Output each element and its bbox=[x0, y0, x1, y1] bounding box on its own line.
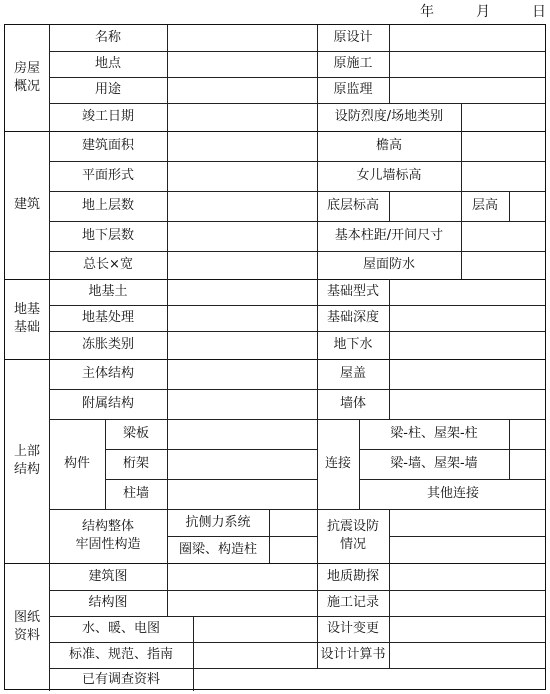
grid-line bbox=[193, 616, 194, 691]
survey-table bbox=[4, 24, 546, 690]
frost-class-label: 冻胀类别 bbox=[81, 337, 134, 353]
grid-line bbox=[269, 509, 270, 563]
seismic-measures-label: 抗震设防 情况 bbox=[326, 519, 379, 552]
wall-body-label: 墙体 bbox=[339, 396, 366, 412]
column-span-label: 基本柱距/开间尺寸 bbox=[334, 228, 444, 244]
geo-survey-label: 地质勘探 bbox=[326, 568, 379, 584]
floors-below-label: 地下层数 bbox=[81, 228, 134, 244]
house-use-label: 用途 bbox=[94, 82, 121, 98]
grid-line bbox=[389, 563, 390, 668]
seismic-class-label: 设防烈度/场地类别 bbox=[334, 109, 444, 125]
section-drawings: 图纸 资料 bbox=[13, 610, 40, 643]
plan-form-label: 平面形式 bbox=[81, 168, 134, 184]
orig-design-label: 原设计 bbox=[333, 30, 373, 46]
beam-column-conn-label: 梁-柱、屋架-柱 bbox=[390, 426, 478, 442]
construction-record-label: 施工记录 bbox=[326, 595, 379, 611]
beam-slab-label: 梁板 bbox=[122, 426, 149, 442]
section-foundation: 地基 基础 bbox=[13, 302, 40, 335]
grid-line bbox=[389, 279, 390, 359]
floor-height-label: 层高 bbox=[471, 198, 498, 214]
foundation-depth-label: 基础深度 bbox=[326, 310, 379, 326]
grid-line bbox=[389, 191, 390, 221]
existing-survey-label: 已有调查资料 bbox=[81, 671, 160, 687]
parapet-level-label: 女儿墙标高 bbox=[356, 168, 422, 184]
dimensions-label: 总长×宽 bbox=[83, 257, 133, 273]
section-superstructure: 上部 结构 bbox=[13, 444, 40, 477]
standards-label: 标准、规范、指南 bbox=[68, 647, 173, 663]
house-location-label: 地点 bbox=[94, 56, 121, 72]
section-house: 房屋 概况 bbox=[13, 61, 40, 94]
date-header bbox=[420, 0, 546, 22]
roof-cover-label: 屋盖 bbox=[339, 366, 366, 382]
aux-structure-label: 附属结构 bbox=[81, 396, 134, 412]
section-building: 建筑 bbox=[13, 197, 40, 213]
main-structure-label: 主体结构 bbox=[81, 366, 134, 382]
mep-drawings-label: 水、暖、电图 bbox=[81, 621, 160, 637]
completion-date-label: 竣工日期 bbox=[81, 109, 134, 125]
members-label: 构件 bbox=[63, 456, 90, 472]
orig-supervision-label: 原监理 bbox=[333, 82, 373, 98]
struct-drawings-label: 结构图 bbox=[88, 595, 128, 611]
other-conn-label: 其他连接 bbox=[426, 486, 479, 502]
grid-line bbox=[389, 536, 545, 537]
truss-label: 桁架 bbox=[122, 456, 149, 472]
roof-waterproof-label: 屋面防水 bbox=[362, 257, 415, 273]
grid-line bbox=[389, 359, 390, 419]
building-area-label: 建筑面积 bbox=[81, 138, 134, 154]
lateral-system-label: 抗侧力系统 bbox=[185, 514, 251, 530]
design-change-label: 设计变更 bbox=[326, 621, 379, 637]
orig-construction-label: 原施工 bbox=[333, 56, 373, 72]
grid-line bbox=[389, 25, 390, 103]
arch-drawings-label: 建筑图 bbox=[88, 568, 128, 584]
eave-height-label: 檐高 bbox=[375, 138, 402, 154]
floors-above-label: 地上层数 bbox=[81, 198, 134, 214]
design-calc-label: 设计计算书 bbox=[320, 647, 386, 663]
year-label: 年 bbox=[420, 4, 434, 20]
foundation-soil-label: 地基土 bbox=[88, 284, 128, 300]
grid-line bbox=[509, 191, 510, 221]
column-wall-label: 柱墙 bbox=[122, 486, 149, 502]
ground-floor-level-label: 底层标高 bbox=[326, 198, 379, 214]
beam-wall-conn-label: 梁-墙、屋架-墙 bbox=[390, 456, 478, 472]
integrity-label: 结构整体 牢固性构造 bbox=[75, 519, 141, 552]
house-name-label: 名称 bbox=[94, 30, 121, 46]
foundation-treatment-label: 地基处理 bbox=[81, 310, 134, 326]
foundation-type-label: 基础型式 bbox=[326, 284, 379, 300]
groundwater-label: 地下水 bbox=[333, 337, 373, 353]
connection-label: 连接 bbox=[324, 456, 351, 472]
day-label: 日 bbox=[532, 4, 546, 20]
grid-line bbox=[389, 509, 390, 563]
month-label: 月 bbox=[476, 4, 490, 20]
grid-line bbox=[509, 419, 510, 479]
grid-line bbox=[461, 103, 462, 131]
ring-beam-label: 圈梁、构造柱 bbox=[178, 541, 257, 557]
